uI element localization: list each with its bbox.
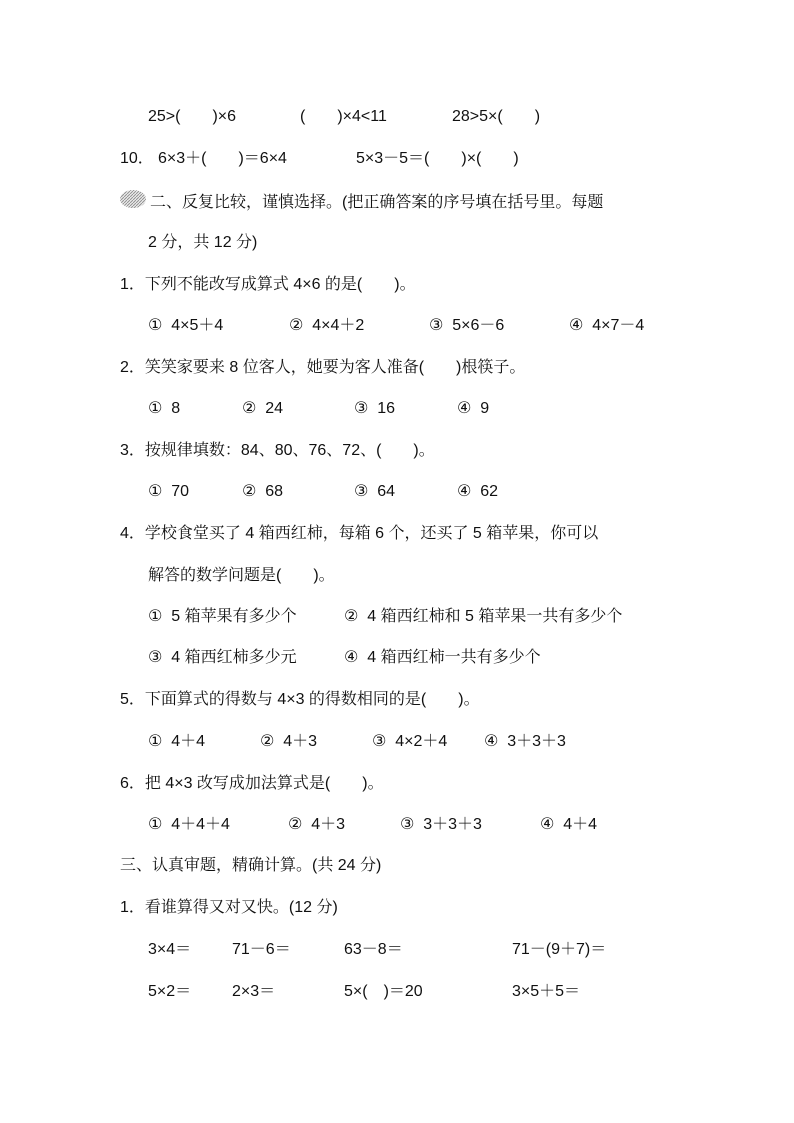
question-10-part-a: 6×3＋( )＝6×4 bbox=[158, 150, 287, 167]
fill-blank-2: ( )×4<11 bbox=[300, 108, 387, 125]
hatched-ellipse-icon bbox=[118, 188, 148, 210]
q5-option-4: ④ 3＋3＋3 bbox=[484, 733, 566, 750]
q6-option-2: ② 4＋3 bbox=[288, 816, 346, 833]
calc-1: 3×4＝ bbox=[148, 941, 192, 958]
calc-2: 71－6＝ bbox=[232, 941, 291, 958]
question-1-stem: 1．下列不能改写成算式 4×6 的是( )。 bbox=[120, 276, 416, 293]
question-6-stem: 6．把 4×3 改写成加法算式是( )。 bbox=[120, 775, 384, 792]
q1-option-3: ③ 5×6－6 bbox=[429, 317, 505, 334]
calc-7: 5×( )＝20 bbox=[344, 983, 423, 1000]
q1-option-4: ④ 4×7－4 bbox=[569, 317, 645, 334]
section-2-title: 二、反复比较，谨慎选择。(把正确答案的序号填在括号里。每题 bbox=[150, 194, 604, 211]
question-5-stem: 5．下面算式的得数与 4×3 的得数相同的是( )。 bbox=[120, 691, 480, 708]
fill-blank-3: 28>5×( ) bbox=[452, 108, 541, 125]
question-10-part-b: 5×3－5＝( )×( ) bbox=[356, 150, 519, 167]
q3-option-4: ④ 62 bbox=[457, 483, 499, 500]
q5-option-2: ② 4＋3 bbox=[260, 733, 318, 750]
question-4-stem: 4．学校食堂买了 4 箱西红柿，每箱 6 个，还买了 5 箱苹果，你可以 bbox=[120, 525, 599, 542]
q4-option-1: ① 5 箱苹果有多少个 bbox=[148, 608, 297, 625]
q6-option-1: ① 4＋4＋4 bbox=[148, 816, 230, 833]
calc-5: 5×2＝ bbox=[148, 983, 192, 1000]
calc-6: 2×3＝ bbox=[232, 983, 276, 1000]
q3-option-2: ② 68 bbox=[242, 483, 284, 500]
fill-blank-1: 25>( )×6 bbox=[148, 108, 237, 125]
q5-option-1: ① 4＋4 bbox=[148, 733, 206, 750]
q6-option-4: ④ 4＋4 bbox=[540, 816, 598, 833]
question-3-stem: 3．按规律填数：84、80、76、72、( )。 bbox=[120, 442, 435, 459]
section-2-title-cont: 2 分，共 12 分) bbox=[148, 234, 258, 251]
section-3-question-1: 1．看谁算得又对又快。(12 分) bbox=[120, 899, 338, 916]
q5-option-3: ③ 4×2＋4 bbox=[372, 733, 448, 750]
q3-option-3: ③ 64 bbox=[354, 483, 396, 500]
q2-option-1: ① 8 bbox=[148, 400, 181, 417]
q2-option-4: ④ 9 bbox=[457, 400, 490, 417]
section-3-title: 三、认真审题，精确计算。(共 24 分) bbox=[120, 857, 382, 874]
q1-option-2: ② 4×4＋2 bbox=[289, 317, 365, 334]
q4-option-2: ② 4 箱西红柿和 5 箱苹果一共有多少个 bbox=[344, 608, 623, 625]
q1-option-1: ① 4×5＋4 bbox=[148, 317, 224, 334]
question-4-stem-cont: 解答的数学问题是( )。 bbox=[148, 567, 335, 584]
q3-option-1: ① 70 bbox=[148, 483, 190, 500]
q4-option-3: ③ 4 箱西红柿多少元 bbox=[148, 649, 297, 666]
calc-4: 71－(9＋7)＝ bbox=[512, 941, 607, 958]
calc-8: 3×5＋5＝ bbox=[512, 983, 581, 1000]
q2-option-3: ③ 16 bbox=[354, 400, 396, 417]
q6-option-3: ③ 3＋3＋3 bbox=[400, 816, 482, 833]
q4-option-4: ④ 4 箱西红柿一共有多少个 bbox=[344, 649, 541, 666]
calc-3: 63－8＝ bbox=[344, 941, 403, 958]
question-10-number: 10． bbox=[120, 150, 154, 167]
q2-option-2: ② 24 bbox=[242, 400, 284, 417]
question-2-stem: 2．笑笑家要来 8 位客人，她要为客人准备( )根筷子。 bbox=[120, 359, 526, 376]
